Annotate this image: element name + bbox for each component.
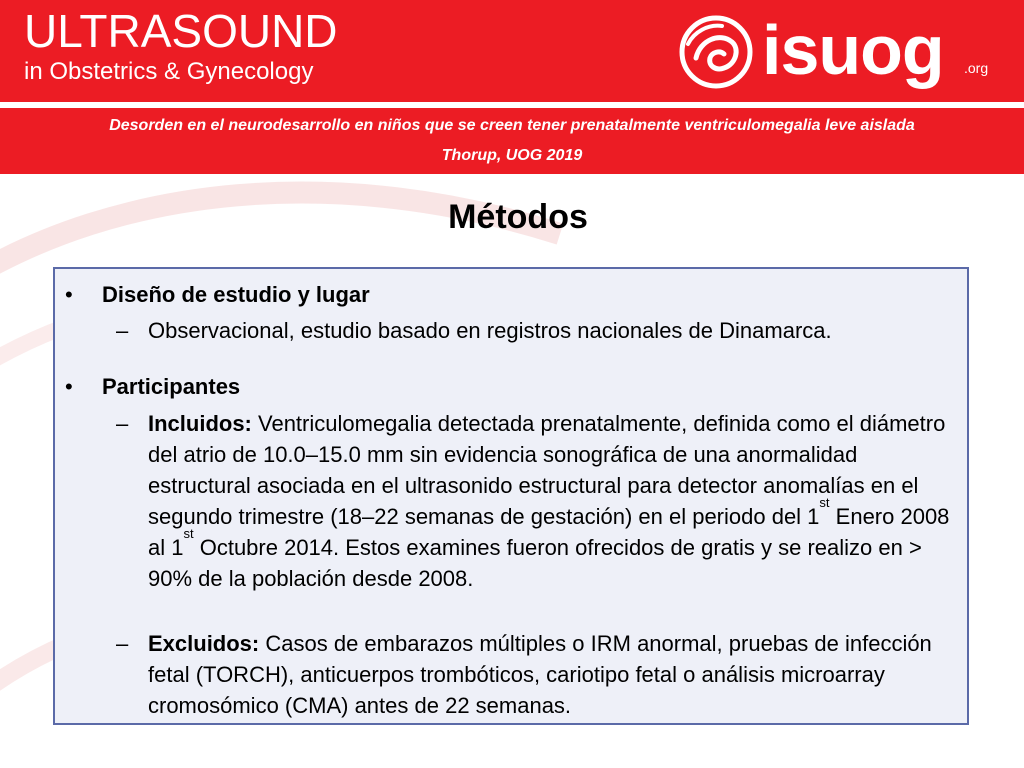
study-citation: Thorup, UOG 2019 (441, 147, 583, 164)
isuog-logo-text: isuog (762, 11, 944, 89)
ordinal-suffix: st (819, 495, 830, 510)
included-text-part3: Octubre 2014. Estos examines fueron ofrecidos de gratis y se realizo en > 90% de la población desde 2008. (148, 535, 922, 591)
sub-item-dash: – (116, 411, 129, 436)
study-title: Desorden en el neurodesarrollo en niños que se creen tener prenatalmente ventriculomegalia leve aislada (109, 117, 915, 134)
bullet-heading: Diseño de estudio y lugar (102, 282, 370, 307)
isuog-logo (670, 8, 1000, 98)
section-title: Métodos (448, 198, 588, 236)
sub-item-dash: – (116, 631, 129, 656)
sub-item-dash: – (116, 318, 129, 343)
sub-item-text (148, 628, 955, 721)
journal-subtitle: in Obstetrics & Gynecology (24, 58, 314, 85)
sub-item-text: Observacional, estudio basado en registros nacionales de Dinamarca. (148, 318, 832, 343)
included-label: Incluidos: (148, 411, 252, 436)
isuog-emblem-icon (674, 14, 758, 90)
ordinal-suffix: st (183, 526, 194, 541)
excluded-text: Casos de embarazos múltiples o IRM anormal, pruebas de infección fetal (TORCH), anticuerpos trombóticos, cariotipo fetal o análisis microarray cromosómico (CMA) antes de 22 semanas. (148, 631, 932, 718)
isuog-logo-suffix: .org (964, 60, 989, 76)
bullet-heading: Participantes (102, 374, 241, 399)
included-text-part1: Ventriculomegalia detectada prenatalmente, definida como el diámetro del atrio de 10.0–15.0 mm sin evidencia sonográfica de una anormalidad estructural asociada en el ultrasonido estructural para detector anomalías en el segundo trimestre (18–22 semanas de gestación) en el periodo del 1 (148, 411, 946, 529)
study-banner (0, 108, 1024, 174)
sub-item-text (148, 408, 955, 594)
bullet-marker: • (65, 282, 73, 307)
journal-title: ULTRASOUND (24, 5, 338, 57)
excluded-label: Excluidos: (148, 631, 260, 656)
bullet-marker: • (65, 374, 73, 399)
included-text-part2: Enero 2008 al 1 (148, 504, 950, 560)
journal-header (0, 0, 1024, 102)
methods-content-box (53, 267, 969, 725)
